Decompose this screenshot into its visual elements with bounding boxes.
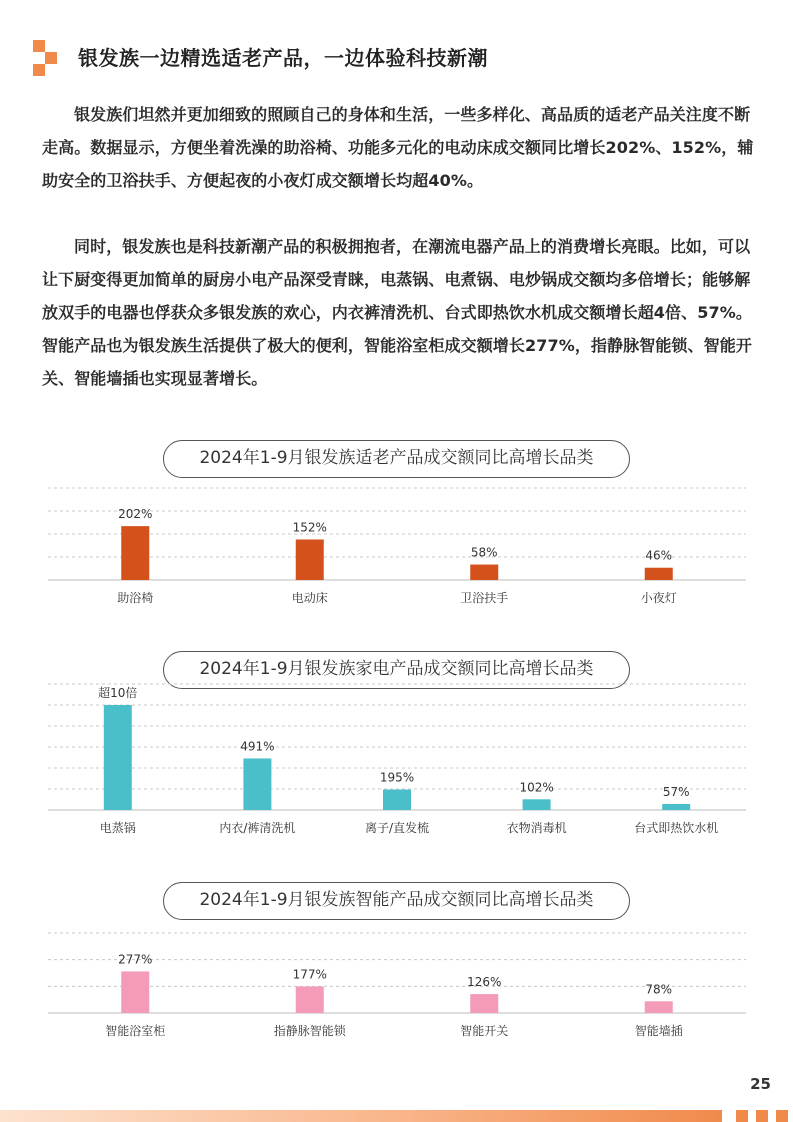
page-number: 25 — [750, 1075, 771, 1093]
bar — [243, 758, 271, 810]
paragraph-1: 银发族们坦然并更加细致的照顾自己的身体和生活，一些多样化、高品质的适老产品关注度不断走高。数据显示，方便坐着洗澡的助浴椅、功能多元化的电动床成交额同比增长202%、152%，辅助安全的卫浴扶手、方便起夜的小夜灯成交额增长均超40%。 — [42, 105, 754, 190]
bar — [470, 565, 498, 580]
category-label: 小夜灯 — [640, 591, 677, 605]
category-label: 衣物消毒机 — [506, 821, 567, 835]
category-label: 智能开关 — [460, 1024, 509, 1038]
chart-1 — [0, 480, 793, 620]
category-label: 内衣/裤清洗机 — [219, 821, 296, 835]
chart-2 — [0, 680, 793, 850]
category-label: 助浴椅 — [117, 591, 154, 605]
bar-value-label: 102% — [519, 780, 554, 795]
bar — [104, 705, 132, 810]
bar — [121, 526, 149, 580]
bar — [523, 799, 551, 810]
bar — [470, 994, 498, 1013]
category-label: 离子/直发梳 — [364, 821, 430, 835]
footer-bar — [0, 1110, 722, 1122]
bar-value-label: 46% — [645, 548, 673, 563]
chart-2-title: 2024年1-9月银发族家电产品成交额同比高增长品类 — [163, 651, 630, 689]
bar-value-label: 152% — [292, 520, 327, 535]
page-title: 银发族一边精选适老产品，一边体验科技新潮 — [78, 46, 488, 70]
category-label: 卫浴扶手 — [460, 591, 509, 605]
bar — [383, 790, 411, 810]
bar-value-label: 超10倍 — [98, 686, 138, 700]
bar-value-label: 277% — [118, 952, 153, 967]
footer-square — [756, 1110, 768, 1122]
section-logo-icon — [33, 40, 59, 78]
bar-value-label: 202% — [118, 507, 153, 522]
bar-value-label: 491% — [240, 739, 275, 754]
bar-value-label: 58% — [470, 545, 498, 560]
chart-1-title: 2024年1-9月银发族适老产品成交额同比高增长品类 — [163, 440, 630, 478]
paragraph-2: 同时，银发族也是科技新潮产品的积极拥抱者，在潮流电器产品上的消费增长亮眼。比如，可以让下厨变得更加简单的厨房小电产品深受青睐，电蒸锅、电煮锅、电炒锅成交额均多倍增长；能够解放双手的电器也俘获众多银发族的欢心，内衣裤清洗机、台式即热饮水机成交额增长超4倍、57%。智能产品也为银发族生活提供了极大的便利，智能浴室柜成交额增长277%，指静脉智能锁、智能开关、智能墙插也实现显著增长。 — [42, 237, 752, 388]
category-label: 智能浴室柜 — [105, 1024, 166, 1038]
bar — [645, 1001, 673, 1013]
bar-value-label: 57% — [662, 785, 690, 799]
category-label: 台式即热饮水机 — [634, 821, 719, 835]
category-label: 电动床 — [291, 591, 328, 605]
category-label: 指静脉智能锁 — [273, 1024, 346, 1038]
chart-3 — [0, 925, 793, 1050]
category-label: 智能墙插 — [634, 1024, 683, 1038]
bar — [296, 986, 324, 1013]
bar — [662, 804, 690, 810]
bar — [121, 971, 149, 1013]
footer-square — [776, 1110, 788, 1122]
category-label: 电蒸锅 — [99, 821, 136, 835]
bar-value-label: 195% — [379, 770, 415, 785]
bar — [645, 568, 673, 580]
footer-square — [736, 1110, 748, 1122]
bar-value-label: 126% — [467, 975, 502, 990]
bar-value-label: 78% — [645, 982, 673, 997]
bar-value-label: 177% — [292, 967, 327, 982]
bar — [296, 539, 324, 580]
chart-3-title: 2024年1-9月银发族智能产品成交额同比高增长品类 — [163, 882, 630, 920]
